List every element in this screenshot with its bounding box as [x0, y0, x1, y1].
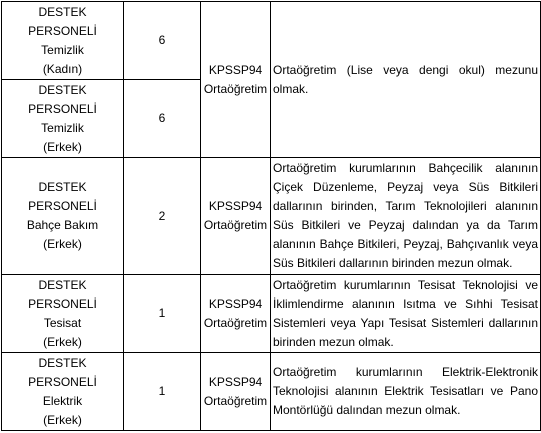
position-title-line: PERSONELİ: [28, 23, 97, 38]
requirement-text: Ortaöğretim (Lise veya dengi okul) mezunu olmak.: [273, 62, 538, 96]
requirement-cell: [271, 158, 541, 275]
position-count-cell: 2: [124, 158, 201, 275]
position-title-cell: [2, 275, 124, 353]
qualification-level: Ortaöğretim: [203, 81, 268, 96]
qualification-code-cell: [201, 158, 271, 275]
position-title-line: Bahçe Bakım: [26, 218, 99, 232]
position-title-line: DESTEK: [38, 277, 87, 292]
requirement-cell: [271, 353, 541, 431]
position-title-line: (Erkek): [43, 139, 82, 154]
requirement-text: Ortaöğretim kurumlarının Bahçecilik alanının Çiçek Düzenleme, Peyzaj veya Süs Bitkileri dallarının birinden, Tarım Teknolojileri alanının Süs Bitkileri ve Peyzaj dalından ya da Tarım alanının Bahçe Bitkileri, Peyzaj, Bahçıvanlık veya Süs Bitkileri dallarının birinden mezun olmak.: [273, 161, 538, 270]
position-title-line: (Erkek): [43, 334, 82, 349]
position-title-line: Temizlik: [41, 42, 84, 57]
requirement-text: Ortaöğretim kurumlarının Elektrik-Elektronik Teknolojisi alanının Elektrik Tesisatları ve Pano Montörlüğü dalından mezun olmak.: [273, 365, 538, 417]
position-count-cell: 1: [124, 275, 201, 353]
position-count-cell: 6: [124, 80, 201, 158]
position-title-line: DESTEK: [38, 180, 87, 194]
qualification-level: Ortaöğretim: [203, 315, 268, 330]
qualification-code-cell: [201, 275, 271, 353]
position-title-line: (Erkek): [43, 237, 82, 251]
qualification-code: KPSSP94: [208, 296, 263, 311]
position-title-line: Temizlik: [41, 120, 84, 135]
position-requirements-table: [1, 1, 541, 431]
table-row: [2, 275, 541, 353]
position-title-line: PERSONELİ: [28, 374, 97, 389]
position-title-cell: [2, 158, 124, 275]
requirement-cell: [271, 275, 541, 353]
position-title-line: PERSONELİ: [28, 199, 97, 213]
position-title-cell: [2, 80, 124, 158]
position-title-cell: [2, 2, 124, 80]
qualification-code: KPSSP94: [208, 199, 263, 213]
position-title-line: (Erkek): [43, 412, 82, 427]
position-title-line: PERSONELİ: [28, 101, 97, 116]
qualification-level: Ortaöğretim: [203, 218, 268, 232]
requirement-cell: [271, 2, 541, 158]
table-row: [2, 158, 541, 275]
table-row: [2, 2, 541, 80]
position-count-cell: 1: [124, 353, 201, 431]
position-title-cell: [2, 353, 124, 431]
position-title-line: DESTEK: [38, 82, 87, 97]
qualification-code: KPSSP94: [208, 374, 263, 389]
qualification-code: KPSSP94: [208, 62, 263, 77]
position-title-line: PERSONELİ: [28, 296, 97, 311]
position-title-line: Elektrik: [42, 393, 83, 408]
table-row: [2, 353, 541, 431]
position-count-cell: 6: [124, 2, 201, 80]
position-title-line: (Kadın): [42, 61, 83, 76]
requirement-text: Ortaöğretim kurumlarının Tesisat Teknolojisi ve İklimlendirme alanının Isıtma ve Sıhhi Tesisat Sistemleri veya Yapı Tesisat Sistemleri dallarının birinden mezun olmak.: [273, 277, 538, 349]
position-title-line: DESTEK: [38, 4, 87, 19]
qualification-code-cell: [201, 2, 271, 158]
position-title-line: Tesisat: [43, 315, 82, 330]
qualification-code-cell: [201, 353, 271, 431]
qualification-level: Ortaöğretim: [203, 393, 268, 408]
position-title-line: DESTEK: [38, 355, 87, 370]
